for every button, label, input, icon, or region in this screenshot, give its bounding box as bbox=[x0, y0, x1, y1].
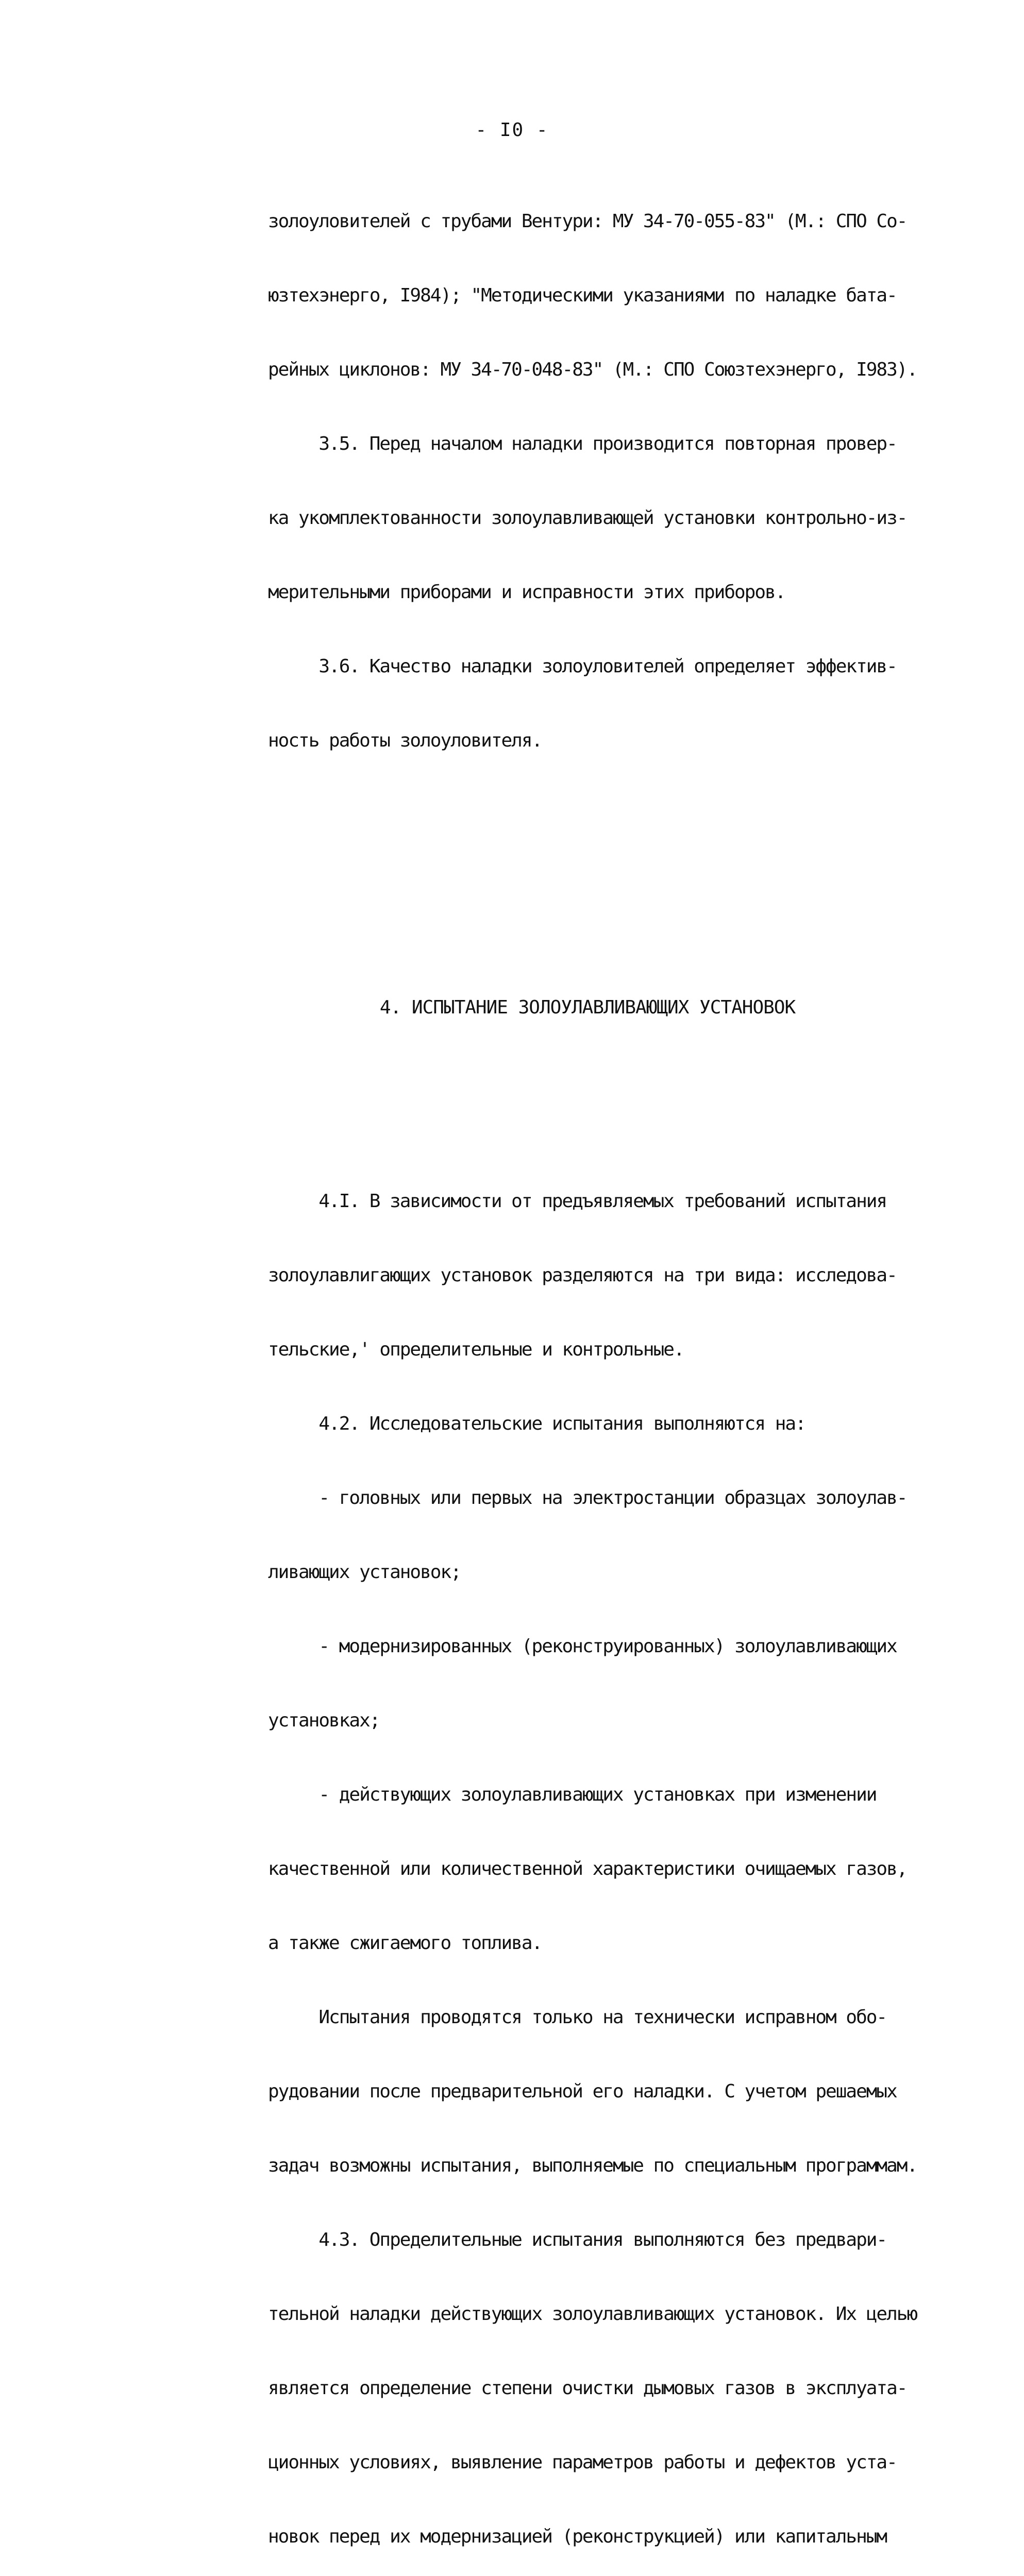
section-heading: 4. ИСПЫТАНИЕ ЗОЛОУЛАВЛИВАЮЩИХ УСТАНОВОК bbox=[379, 997, 796, 1018]
text-line: 3.5. Перед началом наладки производится повторная провер- bbox=[268, 433, 897, 454]
text-line: ционных условиях, выявление параметров работы и дефектов уста- bbox=[268, 2452, 897, 2473]
text-line: рудовании после предварительной его наладки. С учетом решаемых bbox=[268, 2081, 897, 2102]
text-line: - действующих золоулавливающих установках при изменении bbox=[268, 1784, 877, 1805]
text-line: мерительными приборами и исправности этих приборов. bbox=[268, 582, 785, 603]
text-line: 4.3. Определительные испытания выполняются без предвари- bbox=[268, 2229, 887, 2250]
text-line: а также сжигаемого топлива. bbox=[268, 1933, 542, 1954]
text-line: качественной или количественной характеристики очищаемых газов, bbox=[268, 1858, 907, 1879]
text-line: ливающих установок; bbox=[268, 1562, 461, 1583]
text-line: является определение степени очистки дымовых газов в эксплуата- bbox=[268, 2378, 907, 2399]
text-line: - головных или первых на электростанции образцах золоулав- bbox=[268, 1487, 907, 1509]
text-line: юзтехэнерго, I984); "Методическими указаниями по наладке бата- bbox=[268, 285, 897, 306]
text-line: золоуловителей с трубами Вентури: МУ 34-70-055-83" (М.: СПО Со- bbox=[268, 211, 907, 232]
text-line: - модернизированных (реконструированных) золоулавливающих bbox=[268, 1636, 897, 1657]
text-line: тельной наладки действующих золоулавливающих установок. Их целью bbox=[268, 2303, 917, 2325]
text-line: задач возможны испытания, выполняемые по специальным программам. bbox=[268, 2155, 917, 2176]
spacer bbox=[268, 1094, 907, 1115]
text-line: золоулавлигающих установок разделяются на три вида: исследова- bbox=[268, 1265, 897, 1286]
text-line: ка укомплектованности золоулавливающей установки контрольно-из- bbox=[268, 507, 907, 529]
text-line: 3.6. Качество наладки золоуловителей определяет эффектив- bbox=[268, 656, 897, 677]
text-line: ность работы золоуловителя. bbox=[268, 730, 542, 751]
text-line: новок перед их модернизацией (реконструкцией) или капитальным bbox=[268, 2526, 887, 2547]
spacer bbox=[268, 896, 907, 921]
text-line: тельские,' определительные и контрольные. bbox=[268, 1339, 684, 1360]
text-line: рейных циклонов: МУ 34-70-048-83" (М.: СПО Союзтехэнерго, I983). bbox=[268, 359, 917, 380]
text-line: 4.2. Исследовательские испытания выполняются на: bbox=[268, 1413, 805, 1434]
page-number: - I0 - bbox=[475, 120, 549, 141]
spacer bbox=[268, 827, 907, 847]
text-line: Испытания проводятся только на технически исправном обо- bbox=[268, 2007, 887, 2028]
text-line: 4.I. В зависимости от предъявляемых требований испытания bbox=[268, 1191, 887, 1212]
text-line: установках; bbox=[268, 1710, 380, 1731]
document-body bbox=[268, 160, 917, 2576]
